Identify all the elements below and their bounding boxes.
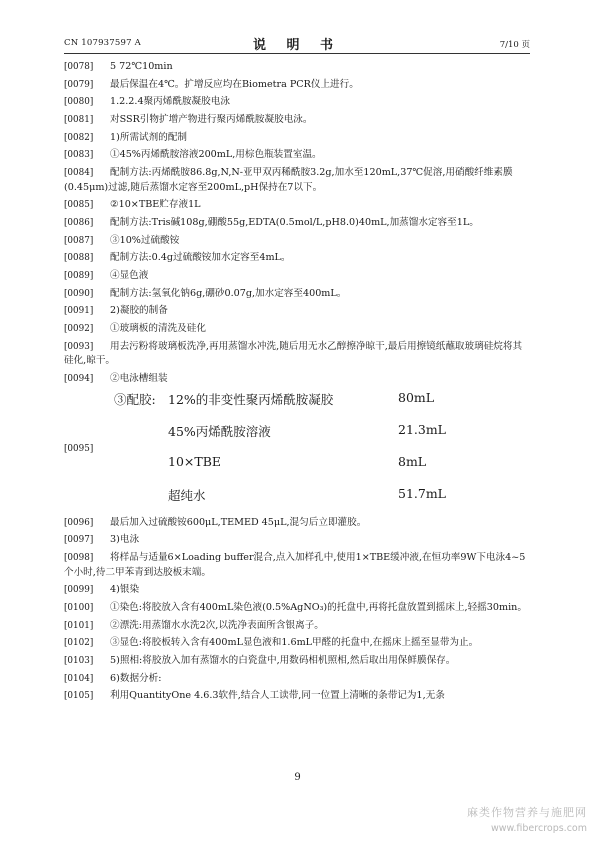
formula-label: ③配胶: <box>114 391 156 407</box>
paragraph <box>64 216 530 231</box>
formula-ingredient: 超纯水 <box>168 487 206 503</box>
formula-ingredient: 45%丙烯酰胺溶液 <box>168 423 271 439</box>
paragraph-text: 4)银染 <box>110 584 140 596</box>
paragraph <box>64 689 530 704</box>
paragraph-number: [0079] <box>64 79 94 90</box>
paragraph-number: [0103] <box>64 656 94 666</box>
paragraph-text: 配制方法:氢氧化钠6g,硼砂0.07g,加水定容至400mL。 <box>110 287 347 299</box>
formula-ingredient: 12%的非变性聚丙烯酰胺凝胶 <box>168 391 334 407</box>
paragraph-text: 最后保温在4℃。扩增反应均在Biometra PCR仪上进行。 <box>110 78 359 90</box>
paragraph <box>64 287 530 302</box>
paragraph-number: [0081] <box>64 115 94 126</box>
paragraph-list <box>64 60 530 387</box>
paragraph-number: [0098] <box>64 553 94 564</box>
paragraph <box>64 166 530 195</box>
paragraph-text: 5 72℃10min <box>110 61 173 72</box>
paragraph <box>64 113 530 128</box>
gel-formula-table <box>64 390 530 512</box>
paragraph <box>64 234 530 249</box>
page-number: 9 <box>294 772 301 783</box>
paragraph <box>64 340 530 369</box>
paragraph-text: ①玻璃板的清洗及硅化 <box>110 323 206 335</box>
paragraph <box>64 601 530 616</box>
paragraph-number: [0090] <box>64 288 94 299</box>
paragraph <box>64 78 530 93</box>
paragraph-number: [0092] <box>64 324 94 335</box>
paragraph-number: [0086] <box>64 218 94 228</box>
paragraph <box>64 131 530 146</box>
paragraph-text: 配制方法:Tris碱108g,硼酸55g,EDTA(0.5mol/L,pH8.0)40mL,加蒸馏水定容至1L。 <box>110 217 479 228</box>
watermark-url: www.fibercrops.com <box>490 823 587 834</box>
paragraph <box>64 251 530 266</box>
paragraph-number: [0105] <box>64 691 94 702</box>
paragraph-text: 对SSR引物扩增产物进行聚丙烯酰胺凝胶电泳。 <box>110 114 313 126</box>
paragraph-text: ①染色:将胶放入含有400mL染色液(0.5%AgNO₃)的托盘中,再将托盘放置到摇床上,轻摇30min。 <box>110 601 527 613</box>
paragraph-text: 1)所需试剂的配制 <box>110 131 188 143</box>
paragraph-number: [0096] <box>64 517 94 528</box>
paragraph-text: 3)电泳 <box>110 534 140 546</box>
paragraph-number: [0083] <box>64 150 94 161</box>
watermark <box>467 804 587 834</box>
paragraph <box>64 516 530 531</box>
paragraph-list <box>64 516 530 704</box>
paragraph-text: ②漂洗:用蒸馏水水洗2次,以洗净表面所含银离子。 <box>110 619 324 631</box>
paragraph-text: 用去污粉将玻璃板洗净,再用蒸馏水冲洗,随后用无水乙醇擦净晾干,最后用擦镜纸蘸取玻璃硅烷将其硅化,晾干。 <box>64 340 523 367</box>
paragraph-text: ③显色:将胶板转入含有400mL显色液和1.6mL甲醛的托盘中,在摇床上摇至显带为止。 <box>110 637 479 649</box>
paragraph <box>64 269 530 284</box>
paragraph-number: [0084] <box>64 168 94 179</box>
paragraph <box>64 60 530 75</box>
paragraph <box>64 636 530 651</box>
paragraph-number: [0089] <box>64 271 94 282</box>
paragraph-number: [0093] <box>64 341 94 352</box>
paragraph-text: 配制方法:丙烯酰胺86.8g,N,N-亚甲双丙稀酰胺3.2g,加水至120mL,37℃促溶,用硝酸纤维素膜(0.45μm)过滤,随后蒸馏水定容至200mL,pH保持在7以下。 <box>64 167 513 193</box>
paragraph <box>64 619 530 634</box>
paragraph-number: [0101] <box>64 620 94 631</box>
paragraph-text: ④显色液 <box>110 270 149 282</box>
watermark-site-name: 麻类作物营养与施肥网 <box>467 806 587 819</box>
paragraph <box>64 533 530 548</box>
paragraph <box>64 654 530 669</box>
paragraph <box>64 198 530 213</box>
paragraph <box>64 322 530 337</box>
paragraph-text: ③10%过硫酸铵 <box>110 234 180 246</box>
paragraph <box>64 583 530 598</box>
document-title: 说 明 书 <box>252 38 342 53</box>
paragraph <box>64 551 530 580</box>
header-rule <box>64 53 530 54</box>
paragraph-text: 6)数据分析: <box>110 672 162 684</box>
paragraph-number: [0085] <box>64 200 94 211</box>
paragraph-text: 2)凝胶的制备 <box>110 305 168 317</box>
paragraph-number: [0087] <box>64 235 94 246</box>
paragraph-number: [0082] <box>64 132 94 143</box>
page-header <box>64 30 530 52</box>
formula-amount: 80mL <box>398 389 435 405</box>
page-of-indicator: 7/10 页 <box>499 40 530 50</box>
paragraph-number: [0078] <box>64 62 94 72</box>
paragraph-number: [0091] <box>64 306 94 317</box>
paragraph-number: [0100] <box>64 602 94 613</box>
document-body <box>64 60 530 707</box>
paragraph-text: 配制方法:0.4g过硫酸铵加水定容至4mL。 <box>110 252 291 264</box>
formula-amount: 8mL <box>398 453 427 469</box>
formula-amount: 51.7mL <box>398 485 446 501</box>
paragraph-text: ②电泳槽组装 <box>110 373 168 384</box>
paragraph-number: [0088] <box>64 253 94 264</box>
patent-number: CN 107937597 A <box>64 38 141 48</box>
paragraph-text: 5)照相:将胶放入加有蒸馏水的白瓷盘中,用数码相机照相,然后取出用保鲜膜保存。 <box>110 655 456 666</box>
paragraph-number: [0097] <box>64 535 94 546</box>
paragraph <box>64 372 530 387</box>
paragraph-text: 将样品与适量6×Loading buffer混合,点入加样孔中,使用1×TBE缓冲液,在恒功率9W下电泳4~5个小时,待二甲苯青到达胶板末端。 <box>64 552 526 578</box>
paragraph <box>64 95 530 110</box>
paragraph-number: [0104] <box>64 673 94 684</box>
paragraph-text: ②10×TBE贮存液1L <box>110 199 201 211</box>
paragraph <box>64 148 530 163</box>
paragraph-number: [0099] <box>64 585 94 596</box>
paragraph-number: [0080] <box>64 97 94 108</box>
paragraph-text: 利用QuantityOne 4.6.3软件,结合人工读带,同一位置上清晰的条带记为1,无条 <box>110 690 445 702</box>
paragraph-number: [0095] <box>64 443 94 454</box>
paragraph-text: 最后加入过硫酸铵600μL,TEMED 45μL,混匀后立即灌胶。 <box>110 516 367 528</box>
paragraph <box>64 672 530 687</box>
paragraph-number: [0094] <box>64 374 94 384</box>
paragraph-text: 1.2.2.4聚丙烯酰胺凝胶电泳 <box>110 96 230 108</box>
formula-ingredient: 10×TBE <box>168 453 222 469</box>
paragraph-text: ①45%丙烯酰胺溶液200mL,用棕色瓶装置室温。 <box>110 149 322 161</box>
paragraph <box>64 304 530 319</box>
paragraph-number: [0102] <box>64 638 94 649</box>
formula-amount: 21.3mL <box>398 421 446 437</box>
